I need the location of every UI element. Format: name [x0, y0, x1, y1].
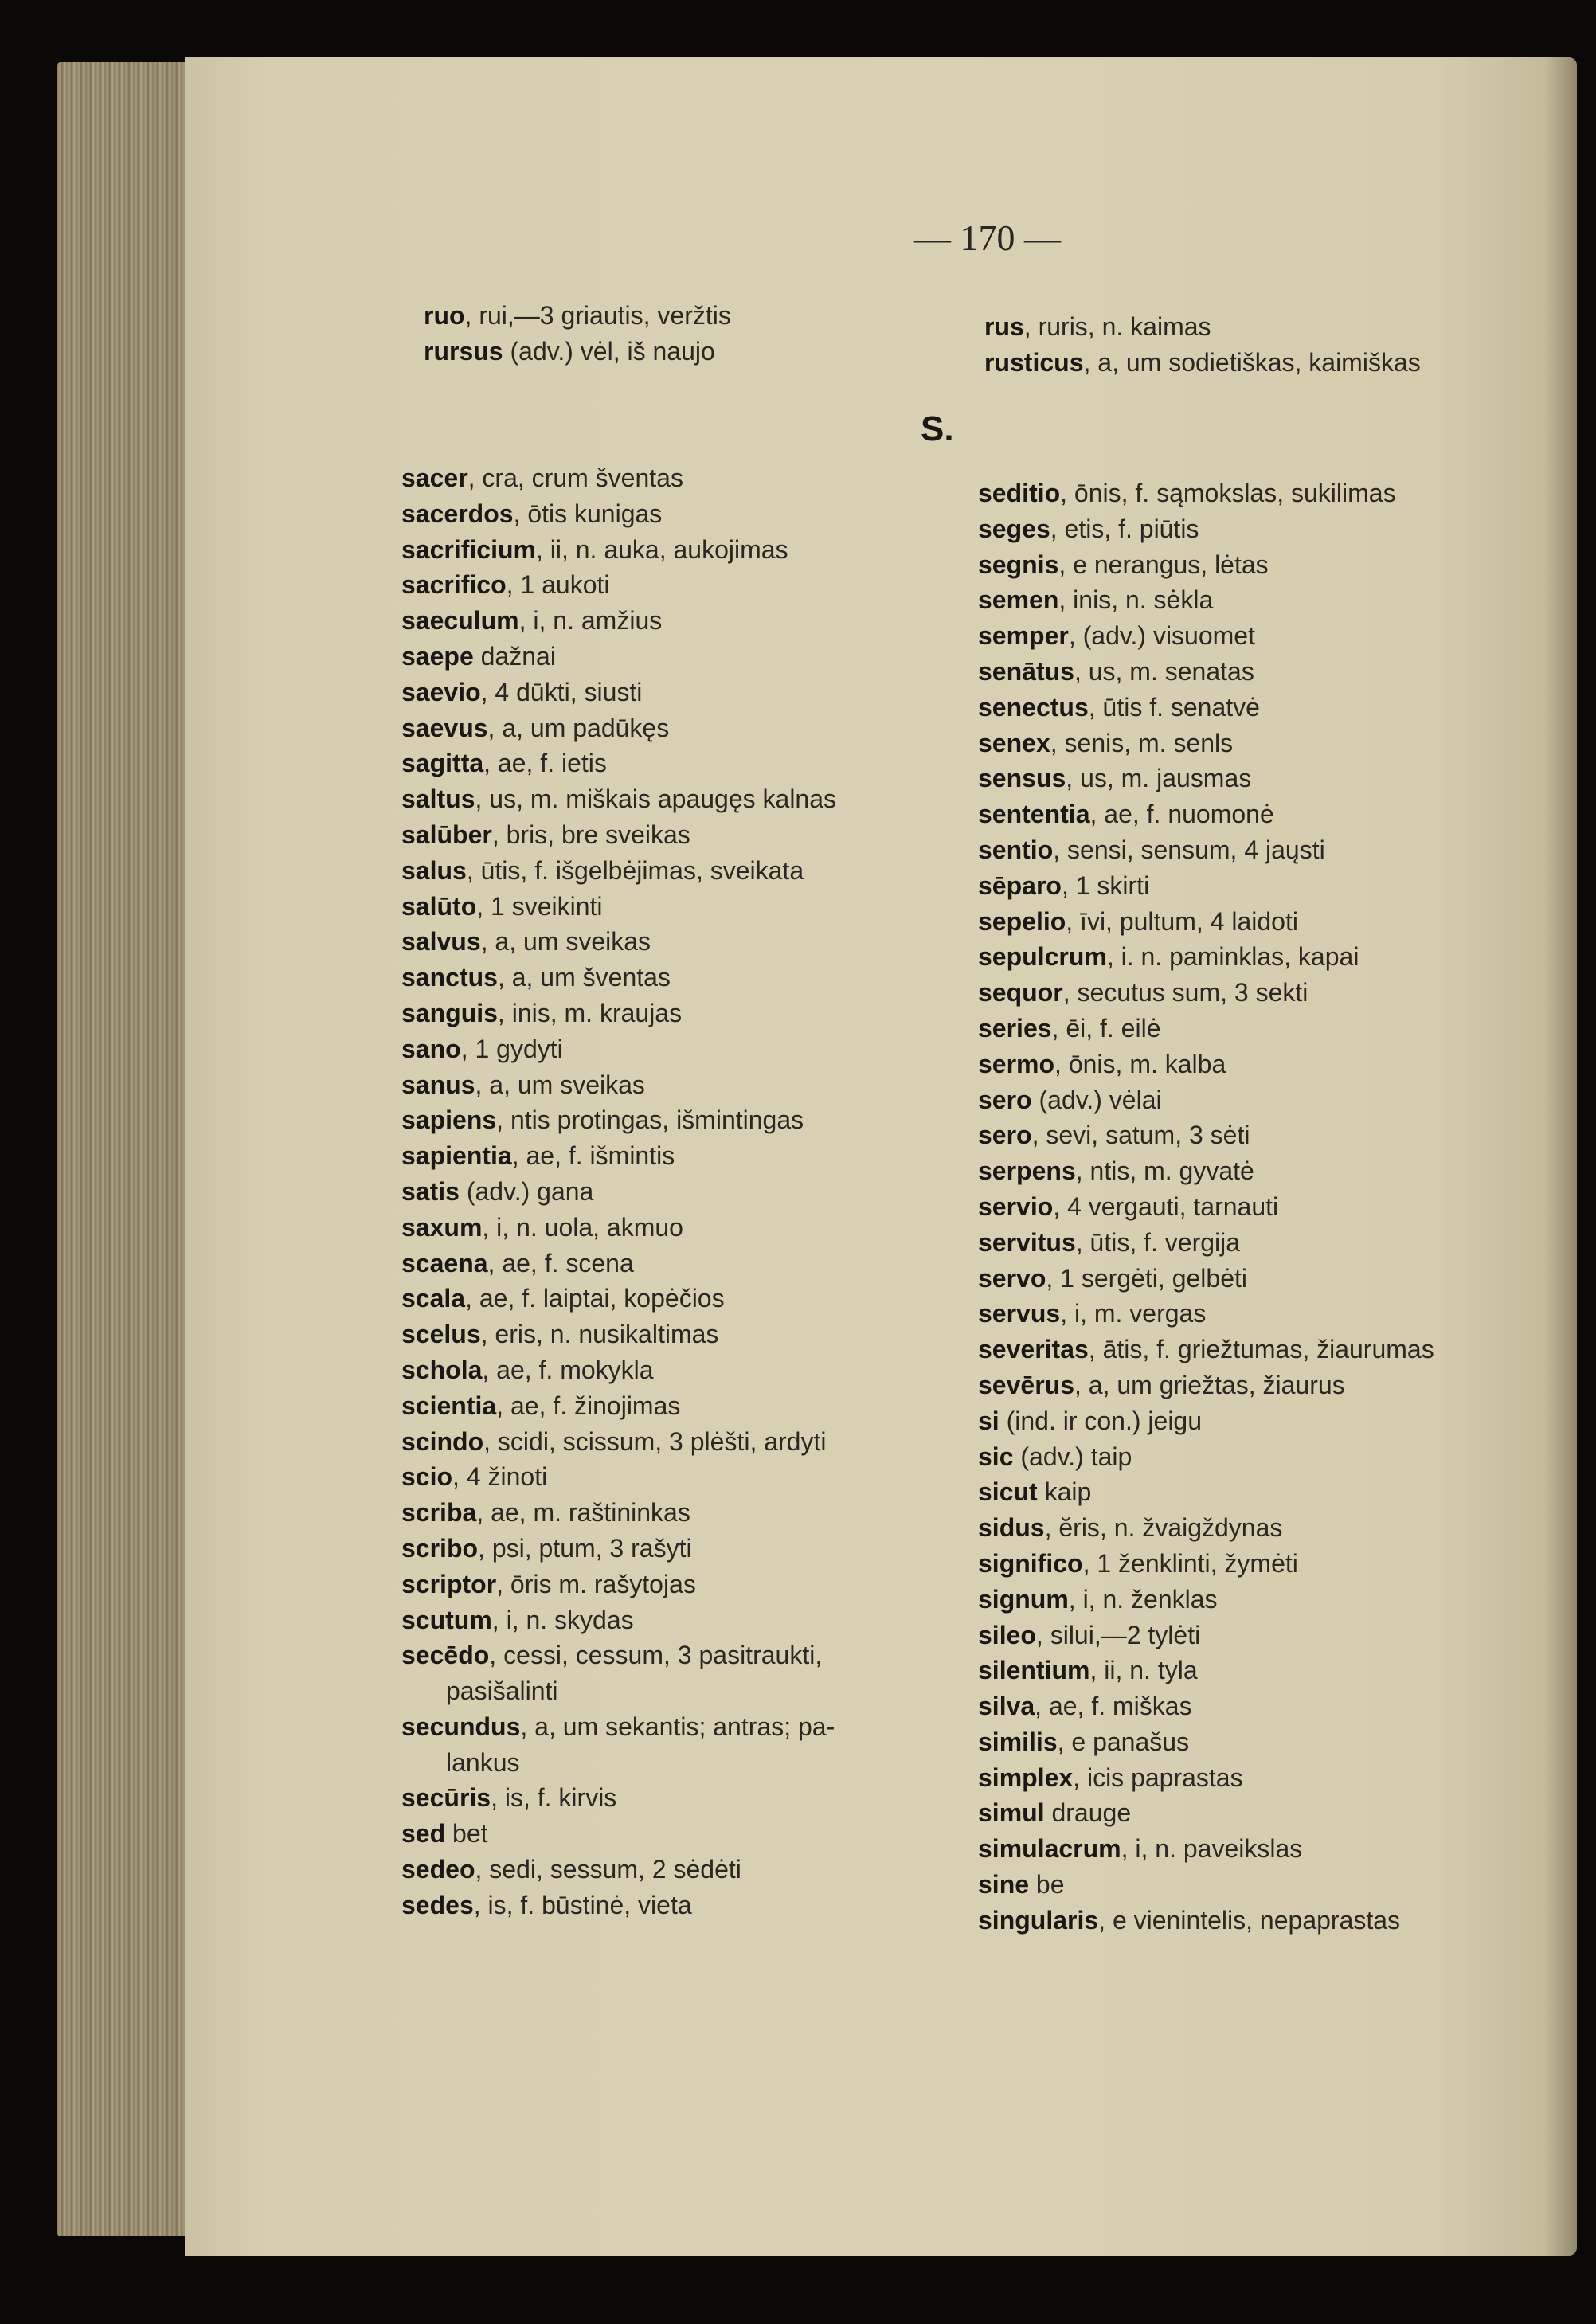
definition: , rui,—3 griautis, veržtis: [464, 301, 731, 330]
definition: (adv.) taip: [1013, 1442, 1132, 1471]
definition: , ūtis, f. vergija: [1075, 1227, 1241, 1257]
headword: sagitta: [401, 749, 484, 778]
definition: , 1 sergėti, gelbėti: [1046, 1263, 1247, 1293]
definition: , ae, f. nuomonė: [1089, 800, 1274, 829]
dictionary-entry: [978, 1332, 1434, 1367]
dictionary-entry: [978, 832, 1434, 868]
dictionary-entry: [978, 761, 1434, 796]
headword: signum: [978, 1584, 1069, 1614]
definition: , ruris, n. kaimas: [1023, 312, 1211, 341]
dictionary-entry: [401, 1852, 836, 1888]
dictionary-entry-continuation: [401, 1673, 836, 1709]
headword: saltus: [401, 784, 475, 814]
dictionary-entry: [978, 1153, 1434, 1189]
headword: saepe: [401, 641, 474, 671]
definition: , ae, f. scena: [487, 1248, 634, 1277]
definition: , e panašus: [1057, 1727, 1190, 1756]
headword: salūber: [401, 820, 492, 849]
headword: sacer: [401, 464, 468, 492]
dictionary-entry: [978, 939, 1434, 975]
dictionary-entry: [978, 511, 1434, 547]
headword: sapiens: [401, 1105, 497, 1135]
definition: (ind. ir con.) jeigu: [999, 1406, 1203, 1435]
dictionary-entry: [401, 1888, 836, 1923]
definition: , a, um sveikas: [480, 927, 651, 957]
definition: , i, m. vergas: [1060, 1299, 1207, 1328]
headword: sensus: [978, 764, 1066, 793]
dictionary-entry: [401, 1031, 836, 1067]
definition: lankus: [446, 1747, 520, 1777]
dictionary-entry: [401, 532, 836, 568]
headword: sequor: [978, 978, 1063, 1007]
dictionary-entry: [401, 1246, 836, 1281]
definition: , is, f. būstinė, vieta: [473, 1890, 692, 1919]
dictionary-entry: [401, 1816, 836, 1852]
definition: , silui,—2 tylėti: [1035, 1620, 1201, 1649]
dictionary-entry: [978, 1225, 1434, 1261]
headword: sileo: [978, 1620, 1036, 1649]
top-left-entries: [424, 298, 731, 370]
definition: , sevi, satum, 3 sėti: [1031, 1121, 1250, 1150]
headword: rusticus: [984, 347, 1084, 377]
page-number: — 170 —: [914, 217, 1061, 258]
definition: , cra, crum šventas: [467, 464, 683, 492]
dictionary-entry: [401, 1637, 836, 1673]
headword: scala: [401, 1284, 466, 1313]
headword: sed: [401, 1819, 446, 1849]
dictionary-entry: [401, 639, 836, 675]
headword: sero: [978, 1121, 1032, 1150]
definition: , sensi, sensum, 4 jaųsti: [1053, 835, 1325, 864]
dictionary-entry: [401, 460, 836, 496]
dictionary-entry: [401, 1352, 836, 1388]
headword: seges: [978, 514, 1050, 543]
dictionary-entry: [401, 567, 836, 603]
definition: (adv.) vėlai: [1031, 1085, 1162, 1114]
dictionary-entry: [984, 309, 1421, 345]
definition: , secutus sum, 3 sekti: [1062, 978, 1308, 1007]
headword: sanguis: [401, 998, 498, 1027]
definition: , a, um griežtas, žiaurus: [1074, 1370, 1345, 1399]
definition: , ii, n. tyla: [1089, 1656, 1198, 1685]
definition: , a, um sveikas: [475, 1070, 645, 1099]
definition: , ōtis kunigas: [513, 499, 663, 528]
headword: senectus: [978, 692, 1089, 722]
dictionary-entry: [401, 496, 836, 532]
headword: scriba: [401, 1498, 477, 1528]
dictionary-entry: [401, 1495, 836, 1531]
dictionary-entry: [401, 1067, 836, 1103]
definition: , us, m. senatas: [1074, 656, 1254, 686]
definition: , ae, f. ietis: [483, 749, 607, 778]
dictionary-entry: [978, 1653, 1434, 1688]
definition: , ii, n. auka, aukojimas: [535, 534, 788, 564]
definition: bet: [445, 1819, 488, 1849]
dictionary-entry: [401, 1567, 836, 1602]
definition: , etis, f. piūtis: [1050, 514, 1199, 543]
dictionary-entry: [401, 1780, 836, 1816]
headword: serpens: [978, 1156, 1076, 1186]
dictionary-entry: [978, 618, 1434, 654]
headword: sedes: [401, 1890, 474, 1919]
headword: sacrifico: [401, 570, 507, 600]
dictionary-entry: [401, 781, 836, 817]
headword: servio: [978, 1191, 1054, 1221]
definition: , a, um šventas: [497, 963, 671, 992]
definition: , ātis, f. griežtumas, žiaurumas: [1088, 1335, 1434, 1364]
headword: singularis: [978, 1905, 1099, 1935]
left-column: [401, 460, 836, 1923]
headword: sermo: [978, 1049, 1055, 1078]
definition: , us, m. jausmas: [1066, 764, 1252, 793]
headword: seditio: [978, 479, 1061, 507]
definition: , psi, ptum, 3 rašyti: [478, 1533, 692, 1563]
dictionary-entry: [424, 298, 731, 334]
headword: simulacrum: [978, 1834, 1121, 1864]
definition: pasišalinti: [446, 1676, 558, 1706]
definition: , icis paprastas: [1073, 1763, 1243, 1792]
definition: , ōnis, m. kalba: [1054, 1049, 1226, 1078]
dictionary-entry: [978, 1867, 1434, 1903]
definition: , i, n. amžius: [518, 606, 663, 636]
top-right-entries: [984, 309, 1421, 381]
headword: semper: [978, 621, 1069, 651]
definition: , 1 ženklinti, žymėti: [1082, 1548, 1298, 1578]
headword: scelus: [401, 1320, 481, 1349]
definition: , ūtis f. senatvė: [1088, 692, 1260, 722]
headword: sevērus: [978, 1370, 1074, 1399]
definition: , ĕris, n. žvaigždynas: [1044, 1513, 1283, 1543]
dictionary-entry: [978, 1474, 1434, 1510]
headword: simul: [978, 1798, 1045, 1828]
dictionary-entry: [424, 334, 731, 370]
dictionary-entry: [978, 1296, 1434, 1332]
definition: , (adv.) visuomet: [1068, 621, 1255, 651]
dictionary-entry: [978, 1011, 1434, 1047]
dictionary-entry: [401, 1388, 836, 1424]
dictionary-entry: [401, 603, 836, 639]
headword: sero: [978, 1085, 1032, 1114]
definition: , us, m. miškais apaugęs kalnas: [475, 784, 837, 814]
headword: secūris: [401, 1783, 491, 1813]
headword: scribo: [401, 1533, 479, 1563]
definition: (adv.) vėl, iš naujo: [503, 336, 715, 366]
dictionary-entry: [978, 1510, 1434, 1546]
definition: , ae, f. išmintis: [511, 1141, 675, 1171]
definition: , e nerangus, lėtas: [1058, 550, 1269, 579]
headword: sedeo: [401, 1855, 475, 1884]
dictionary-entry: [401, 1602, 836, 1638]
definition: , a, um sodietiškas, kaimiškas: [1083, 347, 1421, 377]
dictionary-entry: [978, 1082, 1434, 1118]
dictionary-entry: [401, 1709, 836, 1745]
headword: scutum: [401, 1605, 492, 1634]
dictionary-entry: [401, 960, 836, 996]
dictionary-entry: [401, 924, 836, 960]
dictionary-entry: [401, 1174, 836, 1210]
dictionary-entry: [401, 996, 836, 1031]
dictionary-entry: [401, 745, 836, 781]
headword: rus: [984, 312, 1024, 341]
definition: , ae, f. laiptai, kopėčios: [465, 1284, 725, 1313]
headword: silva: [978, 1692, 1035, 1721]
dictionary-entry: [978, 1367, 1434, 1403]
dictionary-entry: [978, 547, 1434, 583]
dictionary-entry: [401, 1281, 836, 1317]
headword: sanctus: [401, 963, 498, 992]
headword: saevio: [401, 677, 481, 706]
headword: servitus: [978, 1227, 1076, 1257]
dictionary-entry: [978, 1403, 1434, 1439]
headword: saevus: [401, 713, 488, 742]
definition: (adv.) gana: [459, 1176, 594, 1206]
dictionary-entry: [401, 853, 836, 889]
definition: , eris, n. nusikaltimas: [480, 1320, 719, 1349]
definition: , inis, m. kraujas: [497, 998, 683, 1027]
headword: severitas: [978, 1335, 1089, 1364]
headword: saeculum: [401, 606, 519, 636]
headword: sēparo: [978, 871, 1062, 900]
dictionary-entry: [978, 1117, 1434, 1153]
headword: sic: [978, 1442, 1014, 1471]
definition: , a, um sekantis; antras; pa-: [520, 1712, 835, 1741]
definition: , i, n. paveikslas: [1121, 1834, 1303, 1864]
definition: , ntis protingas, išmintingas: [496, 1105, 804, 1135]
headword: scientia: [401, 1391, 497, 1420]
headword: secundus: [401, 1712, 521, 1741]
definition: , a, um padūkęs: [487, 713, 670, 742]
definition: , i, n. ženklas: [1068, 1584, 1218, 1614]
headword: sacrificium: [401, 534, 536, 564]
dictionary-entry: [978, 1795, 1434, 1831]
definition: , scidi, scissum, 3 plėšti, ardyti: [483, 1426, 827, 1456]
definition: , 1 aukoti: [506, 570, 610, 600]
dictionary-entry: [978, 796, 1434, 832]
dictionary-entry: [978, 1618, 1434, 1653]
dictionary-entry: [401, 817, 836, 853]
dictionary-entry: [978, 654, 1434, 690]
dictionary-entry: [401, 1424, 836, 1460]
headword: schola: [401, 1355, 483, 1384]
headword: sententia: [978, 800, 1090, 829]
headword: silentium: [978, 1656, 1090, 1685]
section-letter-heading: S.: [921, 409, 954, 448]
headword: semen: [978, 585, 1059, 615]
headword: sano: [401, 1034, 461, 1063]
definition: , bris, bre sveikas: [491, 820, 690, 849]
definition: , 1 sveikinti: [476, 891, 603, 921]
dictionary-entry: [978, 1582, 1434, 1618]
headword: scriptor: [401, 1569, 497, 1598]
headword: sepelio: [978, 906, 1066, 936]
dictionary-entry: [978, 1724, 1434, 1760]
headword: sacerdos: [401, 499, 514, 528]
definition: , ōris m. rašytojas: [496, 1569, 696, 1598]
headword: scaena: [401, 1248, 488, 1277]
definition: kaip: [1037, 1477, 1092, 1507]
dictionary-entry: [978, 1047, 1434, 1082]
headword: scindo: [401, 1426, 484, 1456]
dictionary-entry: [401, 1102, 836, 1138]
definition: , ēi, f. eilė: [1051, 1013, 1161, 1043]
definition: , e vienintelis, nepaprastas: [1098, 1905, 1401, 1935]
dictionary-entry: [401, 1210, 836, 1246]
dictionary-entry: [978, 868, 1434, 904]
headword: servus: [978, 1299, 1061, 1328]
definition: , 4 vergauti, tarnauti: [1053, 1191, 1279, 1221]
definition: , ae, m. raštininkas: [476, 1498, 690, 1528]
headword: sine: [978, 1870, 1030, 1899]
headword: sepulcrum: [978, 942, 1107, 972]
definition: , senis, m. senls: [1050, 728, 1234, 757]
definition: , īvi, pultum, 4 laidoti: [1066, 906, 1298, 936]
definition: , ntis, m. gyvatė: [1075, 1156, 1254, 1186]
dictionary-entry: [401, 1531, 836, 1567]
headword: secēdo: [401, 1641, 490, 1670]
headword: senātus: [978, 656, 1074, 686]
headword: salvus: [401, 927, 481, 957]
headword: sidus: [978, 1513, 1045, 1543]
dictionary-entry: [401, 1138, 836, 1174]
headword: sicut: [978, 1477, 1038, 1507]
dictionary-entry: [978, 1261, 1434, 1297]
definition: , ūtis, f. išgelbėjimas, sveikata: [466, 855, 804, 885]
definition: drauge: [1044, 1798, 1132, 1828]
headword: satis: [401, 1176, 460, 1206]
headword: si: [978, 1406, 999, 1435]
headword: similis: [978, 1727, 1058, 1756]
dictionary-entry: [978, 1831, 1434, 1867]
definition: be: [1029, 1870, 1065, 1899]
definition: , is, f. kirvis: [491, 1783, 617, 1813]
definition: , 1 gydyti: [460, 1034, 563, 1063]
dictionary-entry: [401, 889, 836, 925]
dictionary-entry: [401, 710, 836, 746]
dictionary-entry: [978, 1546, 1434, 1582]
dictionary-entry: [978, 690, 1434, 726]
headword: sapientia: [401, 1141, 512, 1171]
headword: segnis: [978, 550, 1059, 579]
dictionary-entry: [978, 904, 1434, 940]
headword: sanus: [401, 1070, 475, 1099]
dictionary-entry: [401, 1317, 836, 1352]
dictionary-entry: [401, 675, 836, 710]
headword: senex: [978, 728, 1050, 757]
dictionary-entry: [978, 1688, 1434, 1724]
definition: , i, n. uola, akmuo: [482, 1212, 683, 1242]
definition: , 4 žinoti: [452, 1462, 548, 1492]
headword: simplex: [978, 1763, 1074, 1792]
headword: series: [978, 1013, 1052, 1043]
dictionary-entry: [978, 726, 1434, 761]
definition: , sedi, sessum, 2 sėdėti: [475, 1855, 741, 1884]
definition: dažnai: [473, 641, 556, 671]
definition: , ae, f. mokykla: [482, 1355, 654, 1384]
definition: , ōnis, f. sąmokslas, sukilimas: [1060, 479, 1396, 507]
dictionary-entry: [978, 1439, 1434, 1475]
definition: , i. n. paminklas, kapai: [1106, 942, 1359, 972]
dictionary-entry: [978, 1189, 1434, 1225]
headword: scio: [401, 1462, 453, 1492]
dictionary-entry: [984, 345, 1421, 381]
dictionary-entry: [401, 1459, 836, 1495]
headword: salus: [401, 855, 467, 885]
dictionary-entry: [978, 475, 1434, 511]
definition: , inis, n. sėkla: [1058, 585, 1214, 615]
book-page-edges: [57, 62, 193, 2236]
right-column: [978, 475, 1434, 1939]
headword: rursus: [424, 336, 503, 366]
dictionary-entry: [978, 582, 1434, 618]
headword: ruo: [424, 301, 465, 330]
definition: , i, n. skydas: [491, 1605, 634, 1634]
headword: servo: [978, 1263, 1046, 1293]
definition: , ae, f. miškas: [1035, 1692, 1192, 1721]
definition: , cessi, cessum, 3 pasitraukti,: [489, 1641, 823, 1670]
definition: , 4 dūkti, siusti: [480, 677, 643, 706]
dictionary-entry: [978, 1760, 1434, 1796]
dictionary-entry: [978, 1903, 1434, 1939]
dictionary-entry-continuation: [401, 1745, 836, 1781]
definition: , ae, f. žinojimas: [496, 1391, 681, 1420]
headword: significo: [978, 1548, 1083, 1578]
headword: salūto: [401, 891, 477, 921]
headword: sentio: [978, 835, 1054, 864]
headword: saxum: [401, 1212, 483, 1242]
dictionary-entry: [978, 975, 1434, 1011]
definition: , 1 skirti: [1061, 871, 1150, 900]
